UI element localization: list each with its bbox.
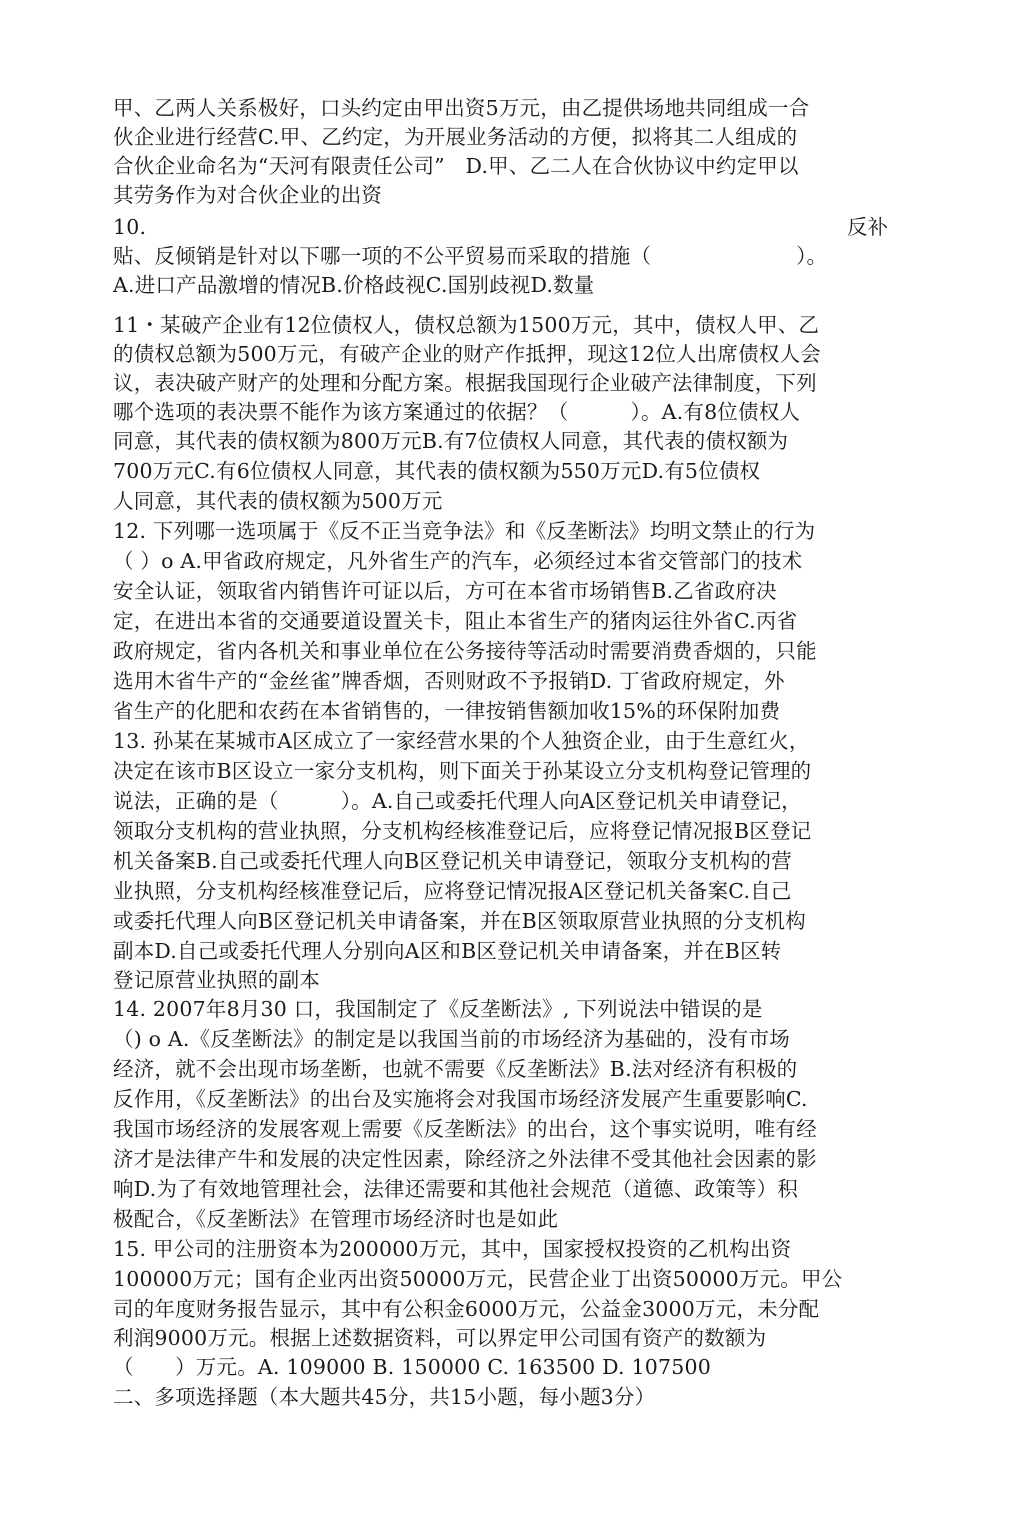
text-line: 济才是法律产牛和发展的决定性因素，除经济之外法律不受其他社会因素的影: [113, 1147, 817, 1171]
text-line: 省生产的化肥和农药在本省销售的，一律按销售额加收15%的环保附加费: [113, 699, 781, 723]
text-line: 副本D.自己或委托代理人分别向A区和B区登记机关申请备案，并在B区转: [113, 939, 782, 963]
text-line: 合伙企业命名为“天河有限责任公司” D.甲、乙二人在合伙协议中约定甲以: [113, 154, 799, 178]
text-line: 其劳务作为对合伙企业的出资: [113, 183, 383, 207]
text-line: 反作用，《反垄断法》的出台及实施将会对我国市场经济发展产生重要影响C.: [113, 1087, 808, 1111]
question-10-right-word: 反补: [847, 215, 888, 239]
text-line: 机关备案B.自己或委托代理人向B区登记机关申请登记，领取分支机构的营: [113, 849, 792, 873]
section-heading: 二、多项选择题（本大题共45分，共15小题，每小题3分）: [113, 1385, 656, 1409]
text-line: 11・某破产企业有12位债权人，债权总额为1500万元，其中，债权人甲、乙: [113, 313, 820, 337]
text-line: 13. 孙某在某城市A区成立了一家经营水果的个人独资企业，由于生意红火，: [113, 729, 810, 753]
text-line: 贴、反倾销是针对以下哪一项的不公平贸易而采取的措施（ ）。: [113, 244, 828, 268]
text-line: 议，表决破产财产的处理和分配方案。根据我国现行企业破产法律制度，下列: [113, 371, 817, 395]
text-line: 定，在进出本省的交通要道设置关卡，阻止本省生产的猪肉运往外省C.丙省: [113, 609, 798, 633]
question-10-number: 10.: [113, 215, 147, 239]
text-line: （ ）万元。A. 109000 B. 150000 C. 163500 D. 107500: [113, 1355, 711, 1379]
text-line: 说法，正确的是（ ）。A.自己或委托代理人向A区登记机关申请登记，: [113, 789, 802, 813]
text-line: 领取分支机构的营业执照，分支机构经核准登记后，应将登记情况报B区登记: [113, 819, 812, 843]
text-line: （) o A.《反垄断法》的制定是以我国当前的市场经济为基础的，没有市场: [113, 1027, 790, 1051]
text-line: 伙企业进行经营C.甲、乙约定，为开展业务活动的方便，拟将其二人组成的: [113, 125, 798, 149]
text-line: 100000万元；国有企业丙出资50000万元，民营企业丁出资50000万元。甲公: [113, 1267, 843, 1291]
text-line: 15. 甲公司的注册资本为200000万元，其中，国家授权投资的乙机构出资: [113, 1237, 792, 1261]
text-line: 或委托代理人向B区登记机关申请备案，并在B区领取原营业执照的分支机构: [113, 909, 806, 933]
text-line: 极配合，《反垄断法》在管理市场经济时也是如此: [113, 1207, 559, 1231]
text-line: 700万元C.有6位债权人同意，其代表的债权额为550万元D.有5位债权: [113, 459, 761, 483]
text-line: A.进口产品激增的情况B.价格歧视C.国别歧视D.数量: [113, 273, 595, 297]
text-line: 14. 2007年8月30 口，我国制定了《反垄断法》, 下列说法中错误的是: [113, 997, 763, 1021]
text-line: 甲、乙两人关系极好，口头约定由甲出资5万元，由乙提供场地共同组成一合: [113, 96, 810, 120]
text-line: 登记原营业执照的副本: [113, 968, 320, 992]
text-line: 哪个选项的表决票不能作为该方案通过的依据？（ ）。A.有8位债权人: [113, 400, 801, 424]
text-line: 业执照，分支机构经核准登记后，应将登记情况报A区登记机关备案C.自己: [113, 879, 792, 903]
text-line: 经济，就不会出现市场垄断，也就不需要《反垄断法》B.法对经济有积极的: [113, 1057, 798, 1081]
text-line: 同意，其代表的债权额为800万元B.有7位债权人同意，其代表的债权额为: [113, 429, 789, 453]
text-line: 政府规定，省内各机关和事业单位在公务接待等活动时需要消费香烟的，只能: [113, 639, 817, 663]
text-line: 司的年度财务报告显示，其中有公积金6000万元，公益金3000万元，未分配: [113, 1297, 820, 1321]
text-line: 12. 下列哪一选项属于《反不正当竞争法》和《反垄断法》均明文禁止的行为: [113, 519, 816, 543]
text-line: 利润9000万元。根据上述数据资料，可以界定甲公司国有资产的数额为: [113, 1326, 767, 1350]
text-line: 的债权总额为500万元，有破产企业的财产作抵押，现这12位人出席债权人会: [113, 342, 821, 366]
text-line: 我国市场经济的发展客观上需要《反垄断法》的出台，这个事实说明，唯有经: [113, 1117, 817, 1141]
text-line: 人同意，其代表的债权额为500万元: [113, 489, 443, 513]
text-line: 选用木省牛产的“金丝雀”牌香烟，否则财政不予报销D. 丁省政府规定，外: [113, 669, 785, 693]
text-line: 响D.为了有效地管理社会，法律还需要和其他社会规范（道德、政策等）积: [113, 1177, 799, 1201]
text-line: （ ）o A.甲省政府规定，凡外省生产的汽车，必须经过本省交管部门的技术: [113, 549, 803, 573]
text-line: 安全认证，领取省内销售许可证以后，方可在本省市场销售B.乙省政府决: [113, 579, 777, 603]
text-line: 决定在该市B区设立一家分支机构，则下面关于孙某设立分支机构登记管理的: [113, 759, 812, 783]
